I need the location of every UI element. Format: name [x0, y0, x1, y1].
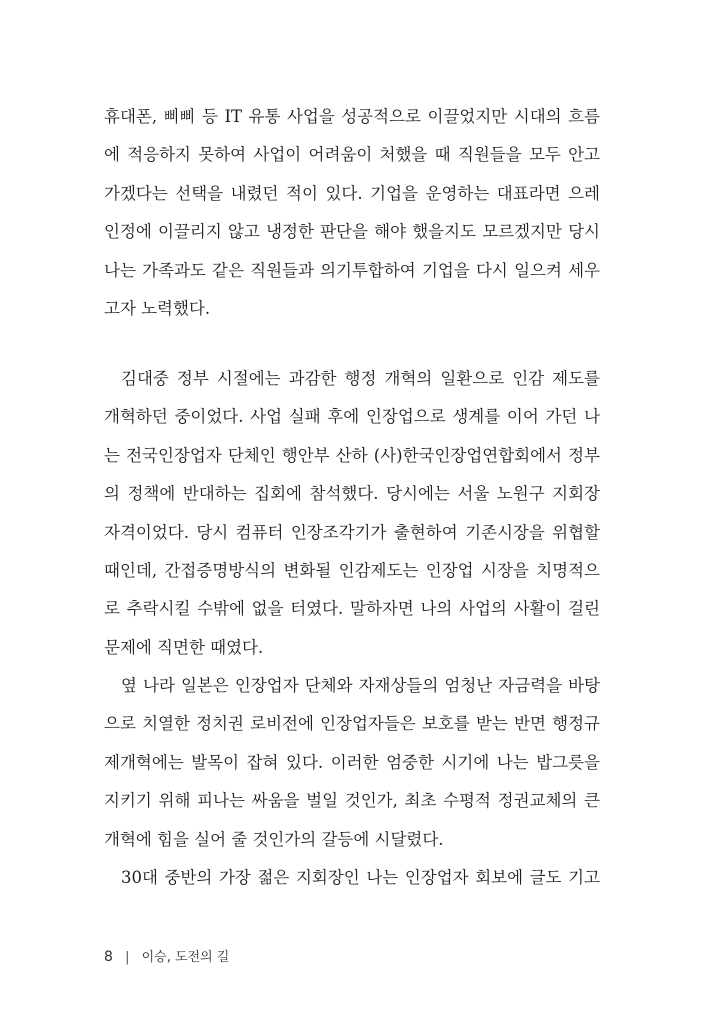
text-line: 인정에 이끌리지 않고 냉정한 판단을 해야 했을지도 모르겠지만 당시 — [104, 222, 600, 242]
text-line: 으로 치열한 정치권 로비전에 인장업자들은 보호를 받는 반면 행정규 — [104, 714, 600, 734]
page-footer — [104, 945, 229, 969]
text-line: 지키기 위해 피나는 싸움을 벌일 것인가, 최초 수평적 정권교체의 큰 — [104, 791, 600, 811]
footer-separator: | — [125, 950, 130, 965]
text-line: 제개혁에는 발목이 잡혀 있다. 이러한 엄중한 시기에 나는 밥그릇을 — [104, 752, 600, 772]
page-number: 8 — [104, 949, 113, 965]
text-line: 개혁하던 중이었다. 사업 실패 후에 인장업으로 생계를 이어 가던 나 — [104, 407, 600, 427]
text-line: 때인데, 간접증명방식의 변화될 인감제도는 인장업 시장을 치명적으 — [104, 560, 600, 580]
text-line: 30대 중반의 가장 젊은 지회장인 나는 인장업자 회보에 글도 기고 — [121, 868, 600, 887]
text-line: 로 추락시킬 수밖에 없을 터였다. 말하자면 나의 사업의 사활이 걸린 — [104, 599, 600, 619]
text-line: 고자 노력했다. — [104, 298, 211, 318]
text-line: 개혁에 힘을 실어 줄 것인가의 갈등에 시달렸다. — [104, 829, 444, 849]
text-line: 자격이었다. 당시 컴퓨터 인장조각기가 출현하여 기존시장을 위협할 — [104, 522, 600, 542]
text-line: 의 정책에 반대하는 집회에 참석했다. 당시에는 서울 노원구 지회장 — [104, 484, 600, 504]
text-line: 가겠다는 선택을 내렸던 적이 있다. 기업을 운영하는 대표라면 으레 — [104, 183, 600, 203]
paragraph-4 — [104, 859, 600, 897]
text-line: 김대중 정부 시절에는 과감한 행정 개혁의 일환으로 인감 제도를 — [121, 369, 600, 388]
text-line: 문제에 직면한 때였다. — [104, 637, 264, 657]
book-title: 이승, 도전의 길 — [141, 950, 230, 965]
paragraph-1 — [104, 98, 600, 328]
text-line: 휴대폰, 삐삐 등 IT 유통 사업을 성공적으로 이끌었지만 시대의 흐름 — [104, 107, 600, 126]
text-line: 에 적응하지 못하여 사업이 어려움이 처했을 때 직원들을 모두 안고 — [104, 145, 600, 165]
text-line: 는 전국인장업자 단체인 행안부 산하 (사)한국인장업연합회에서 정부 — [104, 445, 600, 465]
text-line: 옆 나라 일본은 인장업자 단체와 자재상들의 엄청난 자금력을 바탕 — [121, 676, 600, 695]
paragraph-2 — [104, 360, 600, 667]
text-line: 나는 가족과도 같은 직원들과 의기투합하여 기업을 다시 일으켜 세우 — [104, 260, 600, 280]
paragraph-3 — [104, 667, 600, 859]
